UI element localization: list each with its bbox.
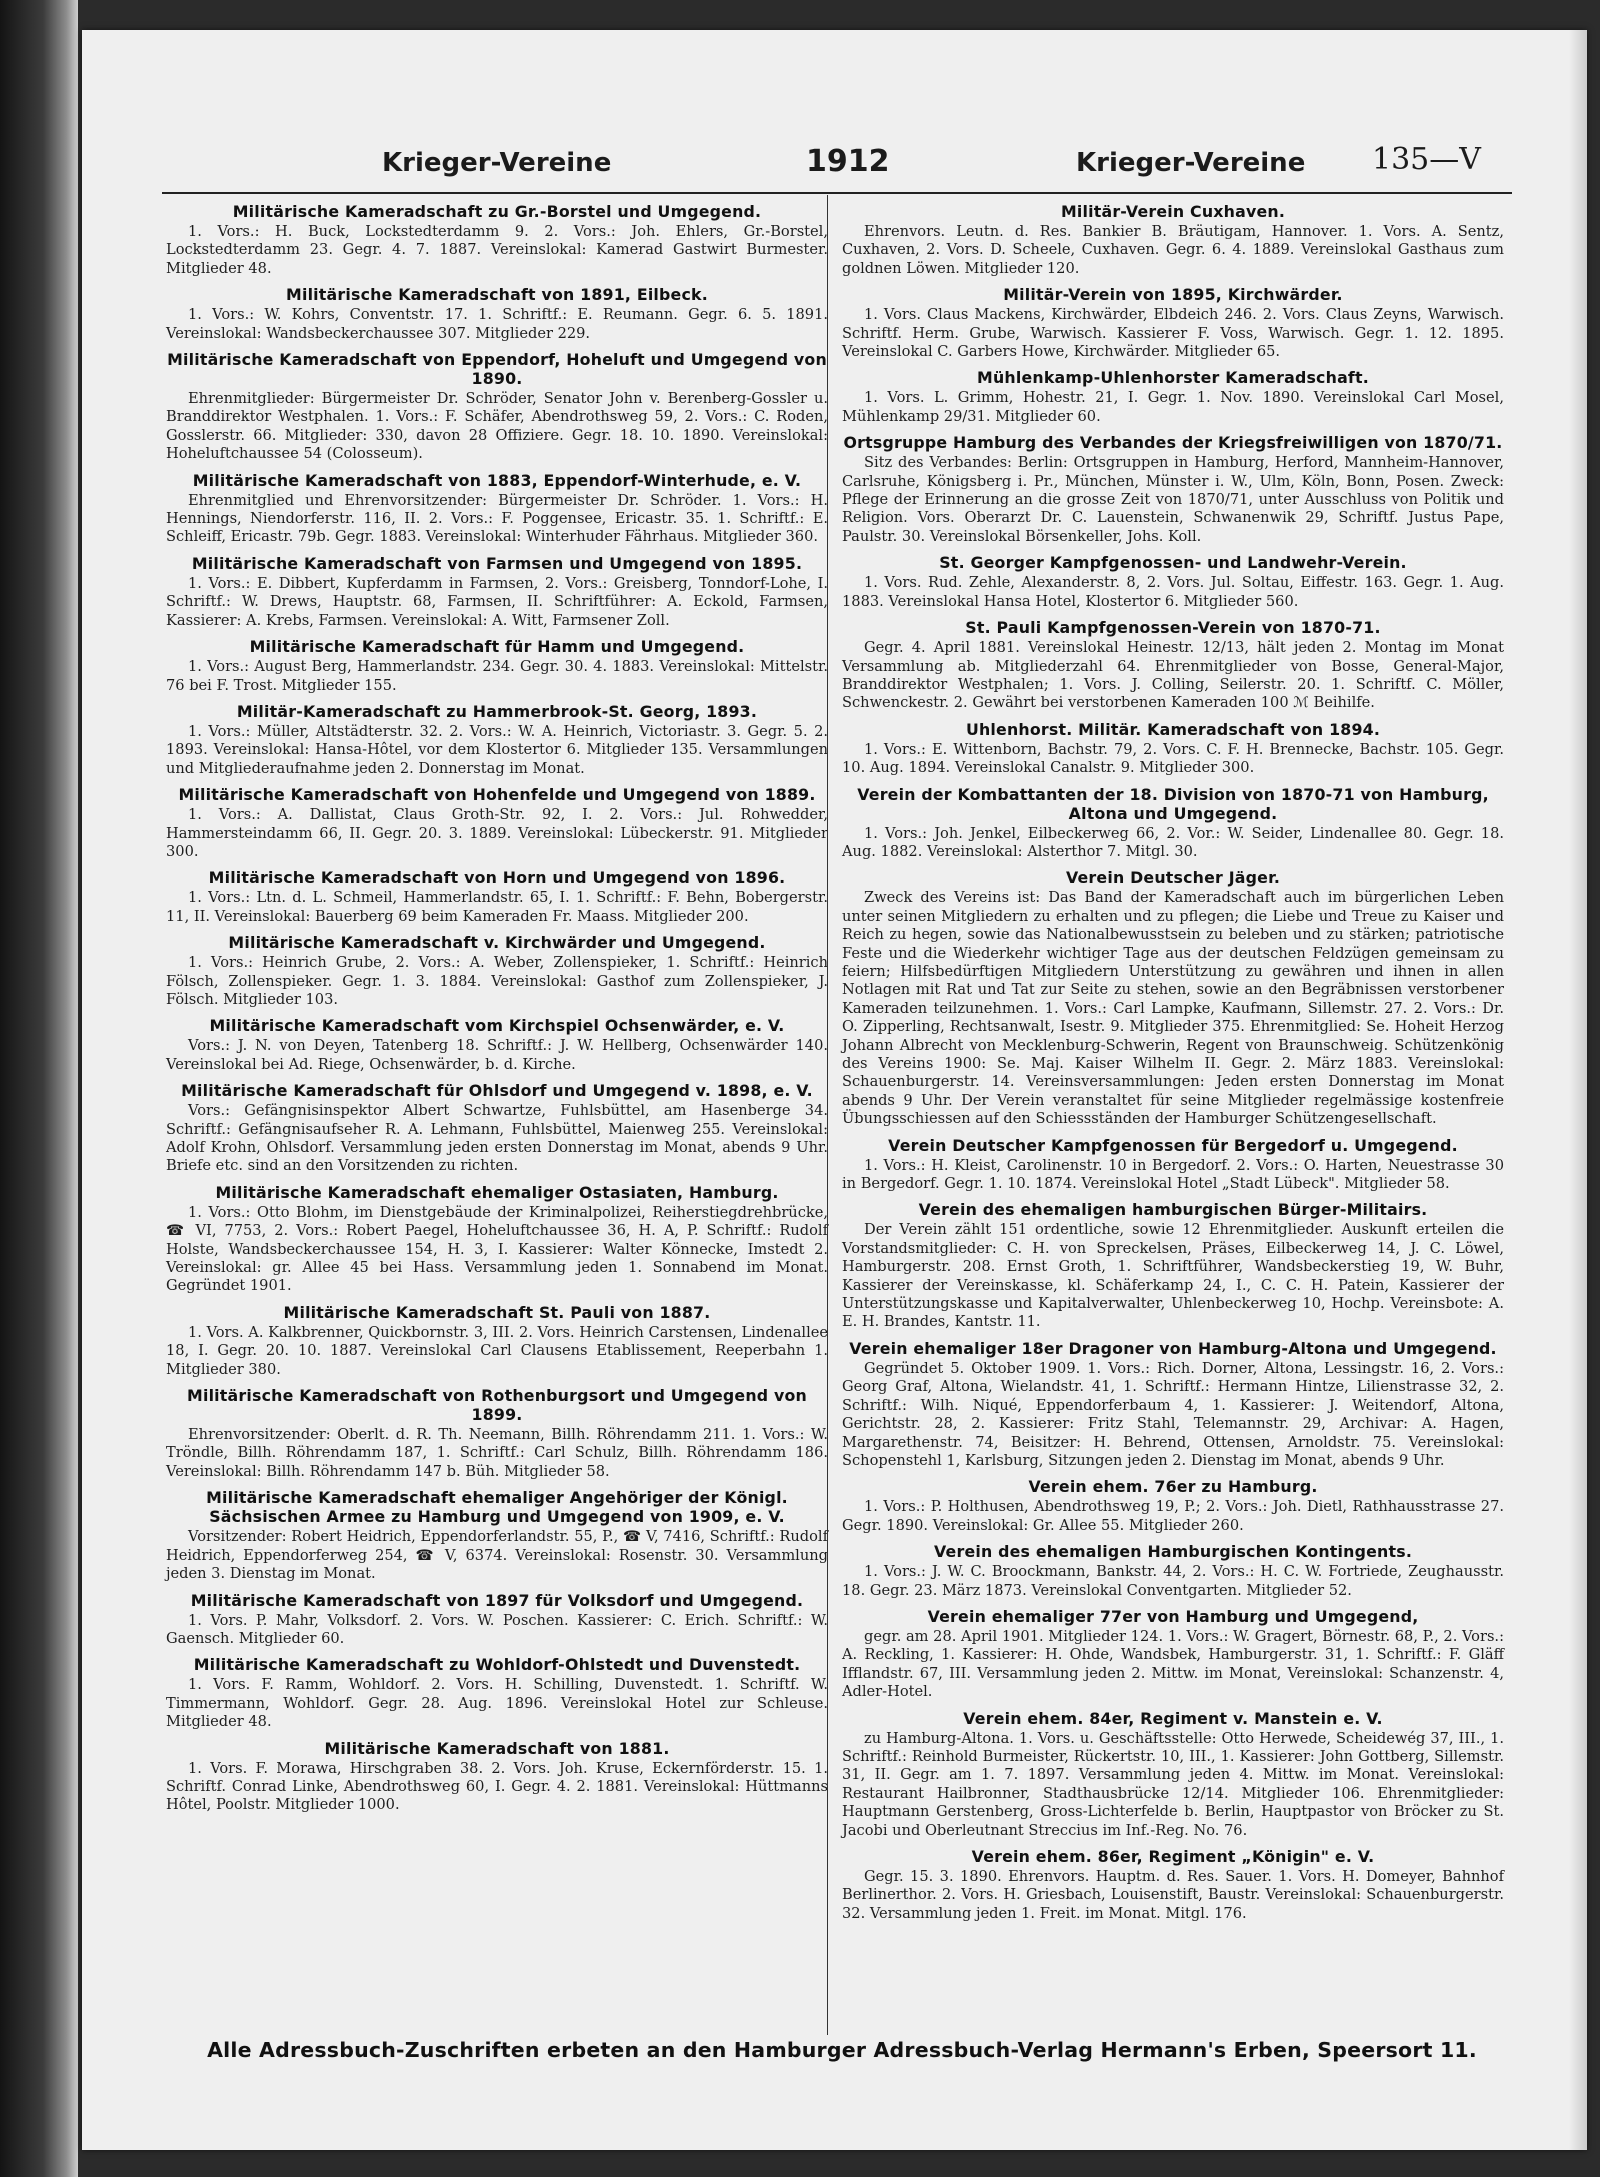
- directory-entry: [166, 1183, 828, 1296]
- entry-title: Militärische Kameradschaft von Horn und Umgegend von 1896.: [208, 868, 786, 888]
- entry-body: 1. Vors.: J. W. C. Broockmann, Bankstr. 44, 2. Vors.: H. C. W. Fortriede, Zeughausstr. 18. Gegr. 23. März 1873. Vereinslokal Conventgarten. Mitglieder 52.: [842, 1563, 1504, 1599]
- directory-entry: [166, 1655, 828, 1731]
- entry-body: 1. Vors. P. Mahr, Volksdorf. 2. Vors. W. Poschen. Kassierer: C. Erich. Schriftf.: W. Gaensch. Mitglieder 60.: [166, 1611, 828, 1647]
- entry-title: Militärische Kameradschaft für Hamm und Umgegend.: [249, 637, 745, 657]
- directory-entry: [842, 285, 1504, 361]
- entry-body: Gegr. 4. April 1881. Vereinslokal Heinestr. 12/13, hält jeden 2. Montag im Monat Versammlung ab. Mitgliederzahl 64. Ehrenmitglieder von Bosse, General-Major, Branddirektor Westphalen; 1. Vors. J. Colling, Seilerstr. 20. 1. Schriftf. C. Möller, Schwenckestr. 2. Gewährt bei verstorbenen Kameraden 100 ℳ Beihilfe.: [842, 639, 1504, 712]
- header-year: 1912: [806, 144, 890, 179]
- page-edge-shadow: [1569, 30, 1587, 2150]
- directory-entry: [166, 785, 828, 861]
- directory-entry: [166, 1739, 828, 1815]
- book-spine: [0, 0, 78, 2177]
- entry-title: Verein Deutscher Kampfgenossen für Bergedorf u. Umgegend.: [888, 1135, 1458, 1155]
- directory-entry: [166, 1016, 828, 1074]
- entry-body: 1. Vors.: Otto Blohm, im Dienstgebäude der Kriminalpolizei, Reiherstiegdrehbrücke, ☎ VI, 7753, 2. Vors.: Robert Paegel, Hoheluftchaussee 36, H. A, P. Schriftf.: Rudolf Holste, Wandsbeckerchaussee 154, H. 3, I. Kassierer: Walter Könnecke, Imstedt 2. Vereinslokal: gr. Allee 45 bei Hass. Versammlung jeden 1. Sonnabend im Monat. Gegründet 1901.: [166, 1203, 828, 1295]
- entry-title: Militärische Kameradschaft ehemaliger Angehöriger der Königl. Sächsischen Armee zu Hamburg und Umgegend von 1909, e. V.: [206, 1488, 788, 1527]
- directory-entry: [166, 1386, 828, 1481]
- entry-title: Verein Deutscher Jäger.: [1065, 868, 1281, 888]
- directory-entry: [166, 554, 828, 630]
- directory-entry: [842, 368, 1504, 426]
- directory-entry: [166, 1303, 828, 1379]
- directory-entry: [166, 1591, 828, 1649]
- entry-body: 1. Vors.: H. Buck, Lockstedterdamm 9. 2. Vors.: Joh. Ehlers, Gr.-Borstel, Lockstedterdamm 23. Gegr. 4. 7. 1887. Vereinslokal: Kamerad Gastwirt Burmester. Mitglieder 48.: [166, 223, 828, 277]
- entry-title: Militär-Kameradschaft zu Hammerbrook-St. Georg, 1893.: [236, 701, 758, 721]
- page-footer: Alle Adressbuch-Zuschriften erbeten an den Hamburger Adressbuch-Verlag Hermann's Erben, Speersort 11.: [207, 2038, 1477, 2062]
- directory-entry: [166, 202, 828, 278]
- entry-body: 1. Vors.: W. Kohrs, Conventstr. 17. 1. Schriftf.: E. Reumann. Gegr. 6. 5. 1891. Vereinslokal: Wandsbeckerchaussee 307. Mitglieder 229.: [166, 306, 828, 342]
- entry-body: Der Verein zählt 151 ordentliche, sowie 12 Ehrenmitglieder. Auskunft erteilen die Vorstandsmitglieder: C. H. von Spreckelsen, Präses, Eilbeckerweg 14, J. C. Löwel, Hamburgerstr. 208. Ernst Groth, 1. Schriftführer, Wandsbeckerstieg 19, W. Buhr, Kassierer der Vereinskasse, kl. Schäferkamp 24, I., C. C. H. Patein, Kassierer der Unterstützungskasse und Kapitalverwalter, Uhlenbeckerweg 10, Hochp. Vereinsbote: A. E. H. Brandes, Kantstr. 11.: [842, 1221, 1504, 1331]
- entry-title: Militärische Kameradschaft St. Pauli von 1887.: [283, 1302, 711, 1322]
- entry-title: Militärische Kameradschaft von 1897 für Volksdorf und Umgegend.: [190, 1590, 804, 1610]
- entry-title: Militärische Kameradschaft vom Kirchspiel Ochsenwärder, e. V.: [209, 1016, 785, 1036]
- entry-body: 1. Vors. Rud. Zehle, Alexanderstr. 8, 2. Vors. Jul. Soltau, Eiffestr. 163. Gegr. 1. Aug. 1883. Vereinslokal Hansa Hotel, Klostertor 6. Mitglieder 560.: [842, 574, 1504, 610]
- entry-body: 1. Vors.: August Berg, Hammerlandstr. 234. Gegr. 30. 4. 1883. Vereinslokal: Mittelstr. 76 bei F. Trost. Mitglieder 155.: [166, 658, 828, 694]
- directory-entry: [842, 433, 1504, 546]
- entry-body: 1. Vors.: E. Wittenborn, Bachstr. 79, 2. Vors. C. F. H. Brennecke, Bachstr. 105. Gegr. 10. Aug. 1894. Vereinslokal Canalstr. 9. Mitglieder 300.: [842, 740, 1504, 777]
- directory-entry: [166, 471, 828, 547]
- directory-entry: [842, 1709, 1504, 1840]
- entry-body: 1. Vors.: Ltn. d. L. Schmeil, Hammerlandstr. 65, I. 1. Schriftf.: F. Behn, Bobergerstr. 11, II. Vereinslokal: Bauerberg 69 beim Kameraden Fr. Maass. Mitglieder 200.: [166, 889, 828, 925]
- entry-body: 1. Vors. A. Kalkbrenner, Quickbornstr. 3, III. 2. Vors. Heinrich Carstensen, Lindenallee 18, I. Gegr. 20. 10. 1887. Vereinslokal Carl Clausens Etablissement, Reeperbahn 1. Mitglieder 380.: [166, 1323, 829, 1378]
- entry-body: 1. Vors. F. Morawa, Hirschgraben 38. 2. Vors. Joh. Kruse, Eckernförderstr. 15. 1. Schriftf. Conrad Linke, Abendrothsweg 60, I. Gegr. 4. 2. 1881. Vereinslokal: Hüttmanns Hôtel, Poolstr. Mitglieder 1000.: [166, 1759, 828, 1814]
- directory-entry: [842, 1607, 1504, 1702]
- entry-body: 1. Vors.: Heinrich Grube, 2. Vors.: A. Weber, Zollenspieker, 1. Schriftf.: Heinrich Fölsch, Zollenspieker. Gegr. 1. 3. 1884. Vereinslokal: Gasthof zum Zollenspieker, J. Fölsch. Mitglieder 103.: [166, 954, 828, 1008]
- column-divider: [827, 195, 828, 2035]
- entry-body: Ehrenmitglied und Ehrenvorsitzender: Bürgermeister Dr. Schröder. 1. Vors.: H. Hennings, Niendorferstr. 116, II. 2. Vors.: F. Poggensee, Ericastr. 35. 1. Schriftf.: E. Schleiff, Ericastr. 79b. Gegr. 1883. Vereinslokal: Winterhuder Fährhaus. Mitglieder 360.: [166, 491, 828, 546]
- entry-title: Militär-Verein Cuxhaven.: [1060, 202, 1286, 221]
- entry-title: St. Georger Kampfgenossen- und Landwehr-Verein.: [939, 553, 1407, 573]
- directory-entry: [842, 1847, 1504, 1923]
- entry-body: Ehrenvorsitzender: Oberlt. d. R. Th. Neemann, Billh. Röhrendamm 211. 1. Vors.: W. Tröndle, Billh. Röhrendamm 187, 1. Schriftf.: Carl Schulz, Billh. Röhrendamm 186. Vereinslokal: Billh. Röhrendamm 147 b. Büh. Mitglieder 58.: [166, 1426, 828, 1480]
- entry-title: Verein ehemaliger 18er Dragoner von Hamburg-Altona und Umgegend.: [849, 1338, 1497, 1358]
- entry-title: Militärische Kameradschaft zu Gr.-Borstel und Umgegend.: [232, 202, 762, 221]
- left-column: [166, 202, 828, 1822]
- directory-entry: [842, 1477, 1504, 1535]
- header-title-left: Krieger-Vereine: [382, 148, 612, 178]
- entry-body: Gegründet 5. Oktober 1909. 1. Vors.: Rich. Dorner, Altona, Lessingstr. 16, 2. Vors.: Georg Graf, Altona, Wielandstr. 41, 1. Schriftf.: Hermann Hintze, Lilienstrasse 32, 2. Schriftf.: Wilh. Niqué, Eppendorferbaum 4, 1. Kassierer: J. Weitendorf, Altona, Gerichtstr. 28, 2. Kassierer: Fritz Stahl, Telemannstr. 29, Archivar: A. Hagen, Margarethenstr. 74, Beisitzer: H. Behrend, Ottensen, Arnoldstr. 75. Vereinslokal: Schopenstehl 1, Karlsburg, Sitzungen jeden 2. Dienstag im Monat, abends 9 Uhr.: [842, 1359, 1504, 1469]
- entry-body: Vorsitzender: Robert Heidrich, Eppendorferlandstr. 55, P., ☎ V, 7416, Schriftf.: Rudolf Heidrich, Eppendorferweg 254, ☎ V, 6374. Vereinslokal: Rosenstr. 30. Versammlung jeden 3. Dienstag im Monat.: [166, 1528, 828, 1583]
- entry-body: 1. Vors. F. Ramm, Wohldorf. 2. Vors. H. Schilling, Duvenstedt. 1. Schriftf. W. Timmermann, Wohldorf. Gegr. 28. Aug. 1896. Vereinslokal Hotel zur Schleuse. Mitglieder 48.: [166, 1676, 828, 1731]
- entry-body: Zweck des Vereins ist: Das Band der Kameradschaft auch im bürgerlichen Leben unter seinen Mitgliedern zu erhalten und zu pflegen; die Liebe und Treue zu Kaiser und Reich zu hegen, sowie das Nationalbewusstsein zu beleben und zu stärken; patriotische Feste und die Wiederkehr wichtiger Tage aus der deutschen Feldzügen gemeinsam zu feiern; Hilfsbedürftigen Mitgliedern Unterstützung zu gewähren und ihnen in allen Notlagen mit Rat und Tat zur Seite zu stehen, sowie an den Begräbnissen verstorbener Kameraden teilzunehmen. 1. Vors.: Carl Lampke, Kaufmann, Sillemstr. 27. 2. Vors.: Dr. O. Zipperling, Rechtsanwalt, Isestr. 9. Mitglieder 375. Ehrenmitglied: Se. Hoheit Herzog Johann Albrecht von Mecklenburg-Schwerin, Regent von Braunschweig. Schützenkönig des Vereins 1900: Se. Maj. Kaiser Wilhelm II. Gegr. 2. März 1883. Vereinslokal: Schauenburgerstr. 14. Vereinsversammlungen: Jeden ersten Donnerstag im Monat abends 9 Uhr. Der Verein veranstaltet für seine Mitglieder regelmässige kostenfreie Übungsschiessen auf den Schiessständen der Hamburger Schützengesellschaft.: [842, 889, 1504, 1128]
- entry-title: Verein des ehemaligen hamburgischen Bürger-Militairs.: [918, 1200, 1428, 1220]
- directory-entry: [166, 1081, 828, 1176]
- entry-title: Militärische Kameradschaft für Ohlsdorf und Umgegend v. 1898, e. V.: [181, 1081, 813, 1101]
- directory-entry: [842, 202, 1504, 278]
- directory-entry: [166, 933, 828, 1009]
- directory-entry: [842, 868, 1504, 1128]
- entry-title: Militärische Kameradschaft v. Kirchwärder und Umgegend.: [228, 933, 766, 953]
- entry-body: 1. Vors. L. Grimm, Hohestr. 21, I. Gegr. 1. Nov. 1890. Vereinslokal Carl Mosel, Mühlenkamp 29/31. Mitglieder 60.: [842, 389, 1504, 425]
- directory-entry: [842, 618, 1504, 713]
- directory-entry: [842, 785, 1504, 862]
- entry-body: zu Hamburg-Altona. 1. Vors. u. Geschäftsstelle: Otto Herwede, Scheidewég 37, III., 1. Schriftf.: Reinhold Burmeister, Rückertstr. 10, III., 1. Kassierer: John Gottberg, Sillemstr. 31, II. Gegr. am 1. 7. 1897. Versammlung jeden 4. Mittw. im Monat. Vereinslokal: Restaurant Hailbronner, Stadthausbrücke 12/14. Mitglieder 106. Ehrenmitglieder: Hauptmann Gerstenberg, Gross-Lichterfelde b. Berlin, Hauptpastor von Bröcker zu St. Jacobi und Oberleutnant Streccius im Inf.-Reg. No. 76.: [842, 1729, 1504, 1839]
- directory-entry: [166, 285, 828, 343]
- directory-entry: [842, 553, 1504, 611]
- entry-title: Verein des ehemaligen Hamburgischen Kontingents.: [933, 1542, 1413, 1562]
- header-title-right: Krieger-Vereine: [1076, 148, 1306, 178]
- directory-entry: [166, 1488, 828, 1583]
- page-header: [82, 128, 1587, 198]
- entry-body: 1. Vors.: A. Dallistat, Claus Groth-Str. 92, I. 2. Vors.: Jul. Rohwedder, Hammersteindamm 66, II. Gegr. 20. 3. 1889. Vereinslokal: Lübeckerstr. 91. Mitglieder 300.: [166, 806, 828, 860]
- entry-title: Militärische Kameradschaft von Hohenfelde und Umgegend von 1889.: [178, 785, 816, 805]
- entry-body: gegr. am 28. April 1901. Mitglieder 124. 1. Vors.: W. Gragert, Börnestr. 68, P., 2. Vors.: A. Reckling, 1. Kassierer: H. Ohde, Wandsbek, Hamburgerstr. 31, 1. Schriftf.: F. Gläff Ifflandstr. 67, III. Versammlung jeden 2. Mittw. im Monat, Vereinslokal: Schanzenstr. 4, Adler-Hotel.: [842, 1627, 1504, 1701]
- entry-title: Militärische Kameradschaft ehemaliger Ostasiaten, Hamburg.: [215, 1182, 779, 1202]
- entry-title: Verein ehem. 84er, Regiment v. Manstein e. V.: [963, 1708, 1383, 1728]
- right-column: [842, 202, 1504, 1930]
- entry-body: Vors.: Gefängnisinspektor Albert Schwartze, Fuhlsbüttel, am Hasenberge 34. Schriftf.: Gefängnisaufseher R. A. Lehmann, Fuhlsbüttel, Maienweg 255. Vereinslokal: Adolf Krohn, Ohlsdorf. Versammlung jeden ersten Donnerstag im Monat, abends 9 Uhr. Briefe etc. sind an den Vorsitzenden zu richten.: [166, 1102, 828, 1175]
- entry-title: Ortsgruppe Hamburg des Verbandes der Kriegsfreiwilligen von 1870/71.: [843, 433, 1503, 453]
- entry-title: Uhlenhorst. Militär. Kameradschaft von 1894.: [965, 719, 1381, 739]
- entry-body: 1. Vors.: E. Dibbert, Kupferdamm in Farmsen, 2. Vors.: Greisberg, Tonndorf-Lohe, I. Schriftf.: W. Drews, Hauptstr. 68, Farmsen, II. Schriftführer: A. Eckold, Farmsen, Kassierer: A. Krebs, Farmsen. Vereinslokal: A. Witt, Farmsener Zoll.: [166, 574, 828, 629]
- entry-title: Verein ehem. 76er zu Hamburg.: [1028, 1477, 1318, 1497]
- entry-body: 1. Vors.: Müller, Altstädterstr. 32. 2. Vors.: W. A. Heinrich, Victoriastr. 3. Gegr. 5. 2. 1893. Vereinslokal: Hansa-Hôtel, vor dem Klostertor 6. Mitglieder 135. Versammlungen und Mitgliederaufnahme jeden 2. Donnerstag im Monat.: [166, 722, 828, 777]
- directory-entry: [842, 1136, 1504, 1194]
- page-number: 135—V: [1372, 142, 1481, 177]
- document-page: [82, 30, 1587, 2150]
- entry-body: Gegr. 15. 3. 1890. Ehrenvors. Hauptm. d. Res. Sauer. 1. Vors. H. Domeyer, Bahnhof Berlinerthor. 2. Vors. H. Griesbach, Louisenstift, Baustr. Vereinslokal: Schauenburgerstr. 32. Versammlung jeden 1. Freit. im Monat. Mitgl. 176.: [842, 1868, 1504, 1922]
- directory-entry: [842, 1339, 1504, 1470]
- entry-title: Mühlenkamp-Uhlenhorster Kameradschaft.: [977, 368, 1369, 388]
- entry-title: Militär-Verein von 1895, Kirchwärder.: [1003, 285, 1343, 305]
- entry-body: 1. Vors.: P. Holthusen, Abendrothsweg 19, P.; 2. Vors.: Joh. Dietl, Rathhausstrasse 27. Gegr. 1890. Vereinslokal: Gr. Allee 55. Mitglieder 260.: [842, 1498, 1504, 1534]
- entry-title: Militärische Kameradschaft von Eppendorf, Hoheluft und Umgegend von 1890.: [167, 350, 827, 389]
- entry-title: St. Pauli Kampfgenossen-Verein von 1870-71.: [965, 618, 1381, 638]
- entry-body: Vors.: J. N. von Deyen, Tatenberg 18. Schriftf.: J. W. Hellberg, Ochsenwärder 140. Vereinslokal bei Ad. Riege, Ochsenwärder, b. d. Kirche.: [166, 1037, 828, 1073]
- entry-title: Verein ehem. 86er, Regiment „Königin" e. V.: [971, 1847, 1375, 1866]
- directory-entry: [166, 350, 828, 464]
- header-rule: [162, 192, 1512, 194]
- entry-title: Militärische Kameradschaft zu Wohldorf-Ohlstedt und Duvenstedt.: [193, 1655, 801, 1675]
- entry-title: Verein der Kombattanten der 18. Division von 1870-71 von Hamburg, Altona und Umgegend.: [857, 784, 1489, 823]
- directory-entry: [842, 1200, 1504, 1331]
- directory-entry: [842, 720, 1504, 778]
- entry-body: Sitz des Verbandes: Berlin: Ortsgruppen in Hamburg, Herford, Mannheim-Hannover, Carlsruhe, Königsberg i. Pr., München, Münster i. W., Ulm, Köln, Bonn, Posen. Zweck: Pflege der Erinnerung an die grosse Zeit von 1870/71, unter Ausschluss von Politik und Religion. Vors. Oberarzt Dr. C. Lauenstein, Schwanenwik 29, Schriftf. Justus Pape, Paulstr. 30. Vereinslokal Börsenkeller, Johs. Koll.: [842, 454, 1504, 545]
- directory-entry: [166, 637, 828, 695]
- entry-body: 1. Vors. Claus Mackens, Kirchwärder, Elbdeich 246. 2. Vors. Claus Zeyns, Warwisch. Schriftf. Herm. Grube, Warwisch. Kassierer F. Voss, Warwisch. Gegr. 1. 12. 1895. Vereinslokal C. Garbers Howe, Kirchwärder. Mitglieder 65.: [842, 306, 1504, 361]
- directory-entry: [166, 702, 828, 778]
- entry-body: Ehrenmitglieder: Bürgermeister Dr. Schröder, Senator John v. Berenberg-Gossler u. Branddirektor Westphalen. 1. Vors.: F. Schäfer, Abendrothsweg 59, 2. Vors.: C. Roden, Gosslerstr. 66. Mitglieder: 330, davon 28 Offiziere. Gegr. 18. 10. 1890. Vereinslokal: Hoheluftchaussee 54 (Colosseum).: [166, 390, 828, 463]
- entry-title: Militärische Kameradschaft von Farmsen und Umgegend von 1895.: [191, 553, 803, 573]
- entry-title: Militärische Kameradschaft von 1883, Eppendorf-Winterhude, e. V.: [192, 470, 802, 490]
- entry-body: 1. Vors.: Joh. Jenkel, Eilbeckerweg 66, 2. Vor.: W. Seider, Lindenallee 80. Gegr. 18. Aug. 1882. Vereinslokal: Alsterthor 7. Mitgl. 30.: [842, 824, 1504, 860]
- directory-entry: [166, 868, 828, 926]
- entry-title: Militärische Kameradschaft von Rothenburgsort und Umgegend von 1899.: [187, 1386, 807, 1425]
- entry-title: Militärische Kameradschaft von 1891, Eilbeck.: [286, 285, 708, 305]
- entry-title: Militärische Kameradschaft von 1881.: [324, 1738, 670, 1758]
- directory-entry: [842, 1542, 1504, 1600]
- entry-title: Verein ehemaliger 77er von Hamburg und Umgegend,: [927, 1606, 1419, 1626]
- entry-body: 1. Vors.: H. Kleist, Carolinenstr. 10 in Bergedorf. 2. Vors.: O. Harten, Neuestrasse 30 in Bergedorf. Gegr. 1. 10. 1874. Vereinslokal Hotel „Stadt Lübeck". Mitglieder 58.: [842, 1156, 1504, 1193]
- entry-body: Ehrenvors. Leutn. d. Res. Bankier B. Bräutigam, Hannover. 1. Vors. A. Sentz, Cuxhaven, 2. Vors. D. Scheele, Cuxhaven. Gegr. 6. 4. 1889. Vereinslokal Gasthaus zum goldnen Löwen. Mitglieder 120.: [842, 223, 1504, 277]
